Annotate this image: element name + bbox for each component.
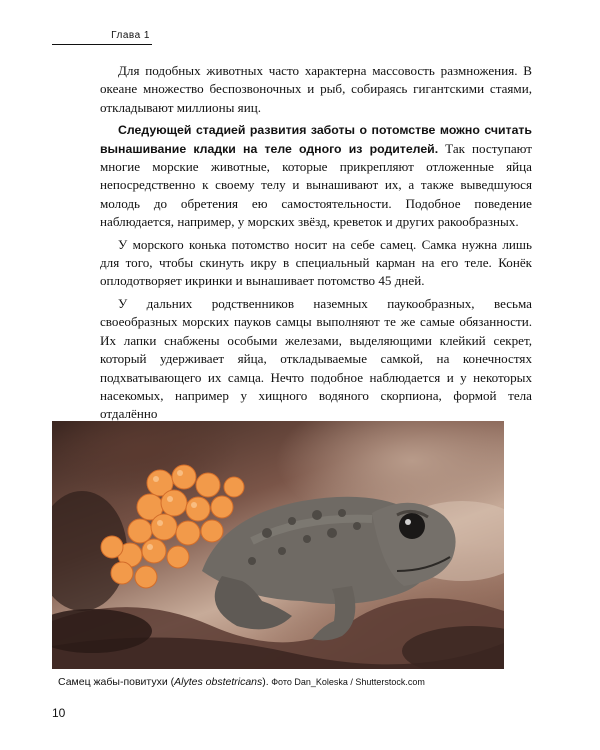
paragraph-2 (100, 121, 532, 231)
paragraph-2-rest: Так поступают многие морские животные, которые прикрепляют отложенные яйца непосредственно к своему телу и вынашивают их, а также выведшуюся молодь до обретения ею самостоятельности. Подобное поведение наблюдается, например, у морских звёзд, креветок и других ракообразных. (100, 140, 532, 230)
paragraph-4: У дальних родственников наземных паукообразных, весьма своеобразных морских пауков самцы выполняют те же самые обязанности. Их лапки снабжены особыми железами, выделяющими клейкий секрет, который удерживает яйца, откладываемые самкой, на конечностях подхватывающего их самца. Нечто подобное наблюдается и у некоторых насекомых, например у хищного водяного скорпиона, формой тела отдалённо (100, 295, 532, 422)
photo-caption (58, 676, 518, 688)
paragraph-3: У морского конька потомство носит на себе самец. Самка нужна лишь для того, чтобы скинуть икру в специальный карман на его теле. Конёк оплодотворяет икринки и вынашивает потомство 45 дней. (100, 236, 532, 289)
body-text (100, 62, 532, 424)
running-header (52, 30, 152, 45)
page-number: 10 (52, 706, 66, 720)
chapter-label: Глава 1 (111, 30, 150, 41)
caption-text-after: ). (262, 676, 269, 688)
caption-latin-name: Alytes obstetricans (174, 676, 263, 688)
caption-text-before: Самец жабы-повитухи ( (58, 676, 175, 688)
photo-credit: Фото Dan_Koleska / Shutterstock.com (268, 677, 425, 687)
paragraph-2-emphasis: Следующей стадией развития заботы о потомстве можно считать вынашивание кладки на теле одного из родителей. (100, 123, 532, 156)
toad-photo (52, 421, 504, 669)
toad-illustration (52, 421, 504, 669)
paragraph-1: Для подобных животных часто характерна массовость размножения. В океане множество беспозвоночных и рыб, собираясь гигантскими стаями, откладывают миллионы яиц. (100, 63, 532, 115)
